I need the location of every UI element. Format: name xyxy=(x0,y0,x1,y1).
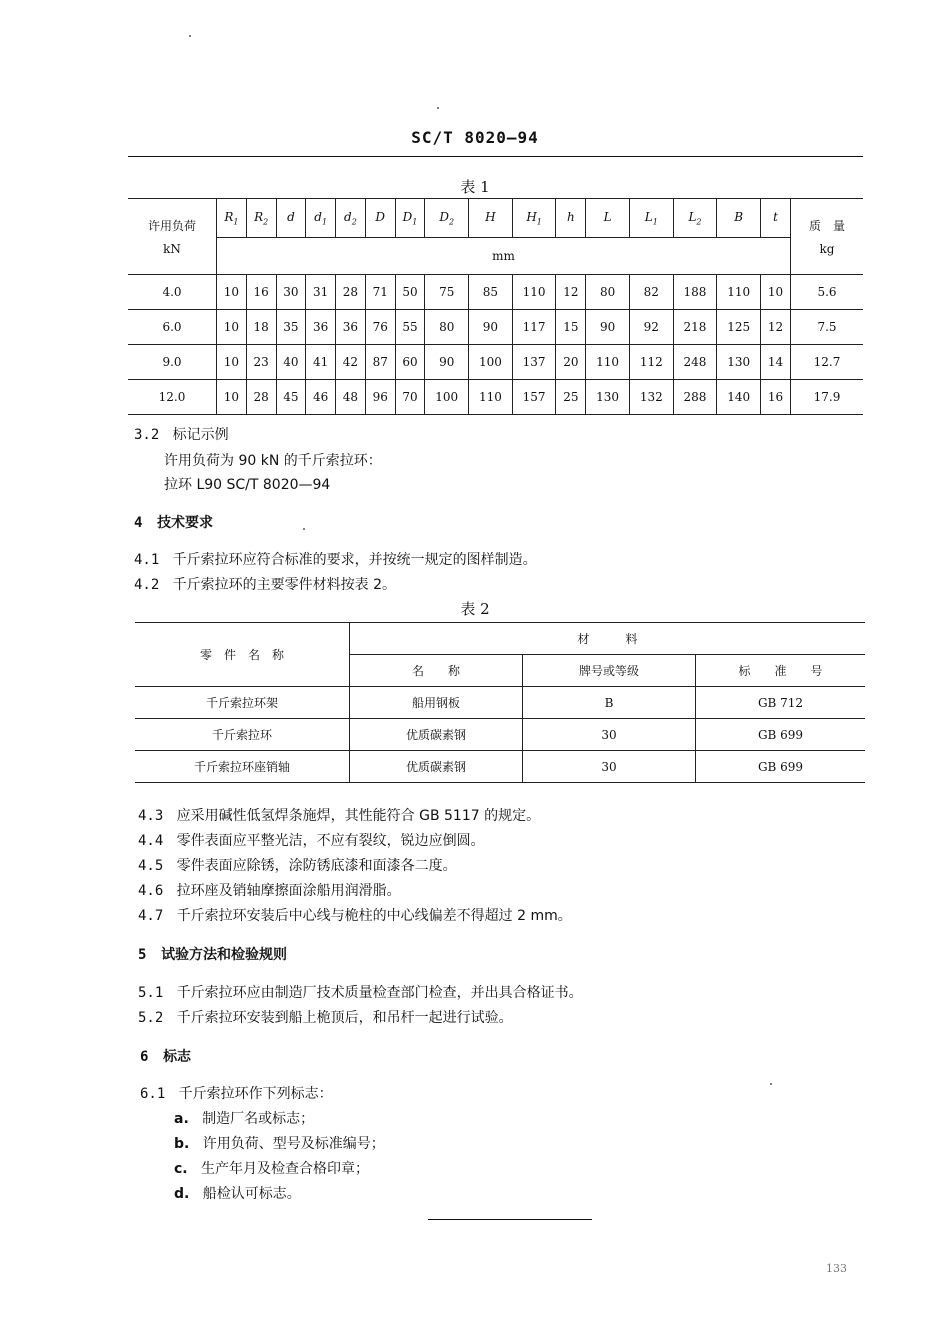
part-name: 千斤索拉环架 xyxy=(135,687,350,719)
material-grade: 30 xyxy=(523,719,696,751)
symbol-base: L xyxy=(644,209,653,224)
symbol-subscript: 1 xyxy=(652,217,658,227)
material-table xyxy=(135,622,865,783)
clause-4-5 xyxy=(138,855,457,875)
symbol-base: h xyxy=(566,209,575,224)
symbol-subscript: 1 xyxy=(536,217,542,227)
dimension-value: 31 xyxy=(306,275,336,310)
standard-code-header: SC/T 8020—94 xyxy=(411,128,539,147)
dimension-value: 117 xyxy=(512,310,556,345)
symbol-subscript: 2 xyxy=(351,217,357,227)
table-row xyxy=(128,275,863,310)
dimension-symbol xyxy=(425,199,469,238)
dimension-table-body xyxy=(128,199,863,415)
dimension-value: 188 xyxy=(673,275,717,310)
material-grade: B xyxy=(523,687,696,719)
dimension-value: 110 xyxy=(586,345,630,380)
clause-text: 千斤索拉环应由制造厂技术质量检查部门检查，并出具合格证书。 xyxy=(176,985,583,1001)
clause-number: 5.2 xyxy=(138,1010,164,1026)
clause-number: 5.1 xyxy=(138,985,164,1001)
load-unit: kN xyxy=(163,242,181,256)
list-item xyxy=(174,1133,385,1153)
dimension-value: 30 xyxy=(276,275,306,310)
list-label: a. xyxy=(174,1111,189,1127)
clause-4-1 xyxy=(134,549,537,569)
dimension-value: 12 xyxy=(761,310,791,345)
dimension-value: 90 xyxy=(586,310,630,345)
clause-text: 千斤索拉环作下列标志： xyxy=(178,1086,333,1102)
dimension-value: 132 xyxy=(629,380,673,415)
material-standard: GB 699 xyxy=(696,751,866,783)
load-value: 12.0 xyxy=(128,380,217,415)
header-rule xyxy=(128,156,863,157)
dimension-value: 46 xyxy=(306,380,336,415)
dimension-symbol xyxy=(395,199,425,238)
dimension-symbol xyxy=(217,199,247,238)
clause-5-2 xyxy=(138,1007,513,1027)
dimension-value: 55 xyxy=(395,310,425,345)
scan-speck xyxy=(437,107,439,109)
dimension-value: 16 xyxy=(761,380,791,415)
load-header: 许用负荷 xyxy=(147,219,196,233)
dimension-value: 45 xyxy=(276,380,306,415)
material-grade-header: 牌号或等级 xyxy=(523,655,696,687)
dimension-symbol xyxy=(673,199,717,238)
clause-text: 千斤索拉环的主要零件材料按表 2。 xyxy=(172,577,397,593)
clause-text: 应采用碱性低氢焊条施焊，其性能符合 GB 5117 的规定。 xyxy=(176,808,541,824)
dimension-value: 70 xyxy=(395,380,425,415)
dimension-value: 100 xyxy=(425,380,469,415)
dimension-symbol xyxy=(365,199,395,238)
symbol-base: H xyxy=(526,209,537,224)
dimension-value: 10 xyxy=(761,275,791,310)
symbol-base: d xyxy=(344,209,352,224)
section-4-heading xyxy=(134,512,213,532)
mass-header-cell xyxy=(791,199,864,275)
dimension-value: 23 xyxy=(246,345,276,380)
dimension-symbol xyxy=(246,199,276,238)
symbol-subscript: 2 xyxy=(448,217,455,227)
material-standard: GB 712 xyxy=(696,687,866,719)
dimension-value: 36 xyxy=(336,310,366,345)
section-number: 3.2 xyxy=(134,427,160,443)
table-row xyxy=(128,345,863,380)
dimension-symbol xyxy=(761,199,791,238)
section-title: 试验方法和检验规则 xyxy=(161,947,288,963)
dimension-value: 35 xyxy=(276,310,306,345)
dimension-symbol xyxy=(469,199,513,238)
symbol-subscript: 2 xyxy=(696,217,702,227)
section-6-heading xyxy=(140,1046,191,1066)
dimension-value: 112 xyxy=(629,345,673,380)
section-number: 5 xyxy=(138,947,147,963)
section-5-heading xyxy=(138,944,287,964)
dimension-value: 130 xyxy=(717,345,761,380)
dimension-value: 16 xyxy=(246,275,276,310)
dimension-value: 92 xyxy=(629,310,673,345)
table-header-row xyxy=(128,199,863,238)
dimension-value: 248 xyxy=(673,345,717,380)
part-name: 千斤索拉环 xyxy=(135,719,350,751)
symbol-base: D xyxy=(439,209,449,224)
section-number: 6 xyxy=(140,1049,149,1065)
table1-caption: 表 1 xyxy=(460,178,490,196)
list-label: d. xyxy=(174,1186,190,1202)
dimension-value: 20 xyxy=(556,345,586,380)
marking-example-line1: 许用负荷为 90 kN 的千斤索拉环： xyxy=(164,453,382,469)
dimension-value: 157 xyxy=(512,380,556,415)
section-number: 4 xyxy=(134,515,143,531)
clause-number: 4.3 xyxy=(138,808,164,824)
mass-value: 5.6 xyxy=(791,275,864,310)
dimension-symbol xyxy=(586,199,630,238)
end-rule xyxy=(428,1219,592,1220)
dimension-unit: mm xyxy=(217,238,791,275)
list-text: 许用负荷、型号及标准编号； xyxy=(202,1136,385,1152)
dimension-value: 110 xyxy=(512,275,556,310)
dimension-value: 14 xyxy=(761,345,791,380)
list-item xyxy=(174,1183,301,1203)
unit-row xyxy=(128,238,863,275)
load-value: 9.0 xyxy=(128,345,217,380)
clause-number: 4.2 xyxy=(134,577,160,593)
dimension-value: 12 xyxy=(556,275,586,310)
clause-4-4 xyxy=(138,830,485,850)
symbol-base: H xyxy=(485,209,496,224)
table2-caption: 表 2 xyxy=(460,600,490,618)
symbol-subscript: 1 xyxy=(321,217,328,227)
dimension-value: 48 xyxy=(336,380,366,415)
table-row xyxy=(128,310,863,345)
load-header-cell xyxy=(128,199,217,275)
clause-text: 零件表面应平整光洁，不应有裂纹，锐边应倒圆。 xyxy=(176,833,485,849)
dimension-value: 42 xyxy=(336,345,366,380)
symbol-base: L xyxy=(603,209,612,224)
clause-4-7 xyxy=(138,905,572,925)
mass-value: 7.5 xyxy=(791,310,864,345)
marking-example-line2: 拉环 L90 SC/T 8020—94 xyxy=(164,477,331,493)
dimension-value: 40 xyxy=(276,345,306,380)
dimension-value: 10 xyxy=(217,380,247,415)
dimension-value: 28 xyxy=(246,380,276,415)
dimension-value: 82 xyxy=(629,275,673,310)
material-name-header: 名 称 xyxy=(350,655,523,687)
dimension-value: 96 xyxy=(365,380,395,415)
symbol-base: R xyxy=(224,209,234,224)
material-standard: GB 699 xyxy=(696,719,866,751)
list-label: b. xyxy=(174,1136,190,1152)
dimension-symbol xyxy=(276,199,306,238)
clause-text: 千斤索拉环安装到船上桅顶后，和吊杆一起进行试验。 xyxy=(176,1010,513,1026)
clause-number: 4.4 xyxy=(138,833,164,849)
clause-text: 零件表面应除锈，涂防锈底漆和面漆各二度。 xyxy=(176,858,457,874)
dimension-value: 15 xyxy=(556,310,586,345)
dimension-table xyxy=(128,198,863,415)
dimension-value: 90 xyxy=(469,310,513,345)
load-value: 6.0 xyxy=(128,310,217,345)
clause-number: 4.6 xyxy=(138,883,164,899)
clause-number: 4.5 xyxy=(138,858,164,874)
clause-text: 拉环座及销轴摩擦面涂船用润滑脂。 xyxy=(176,883,401,899)
section-title: 标记示例 xyxy=(172,427,229,443)
symbol-subscript: 2 xyxy=(263,217,269,227)
dimension-value: 28 xyxy=(336,275,366,310)
clause-number: 6.1 xyxy=(140,1086,166,1102)
clause-4-6 xyxy=(138,880,401,900)
dimension-symbol xyxy=(306,199,336,238)
dimension-value: 80 xyxy=(586,275,630,310)
mass-value: 17.9 xyxy=(791,380,864,415)
dimension-value: 130 xyxy=(586,380,630,415)
material-name: 船用钢板 xyxy=(350,687,523,719)
dimension-value: 71 xyxy=(365,275,395,310)
symbol-base: D xyxy=(402,209,413,224)
symbol-base: d xyxy=(287,209,295,224)
dimension-value: 41 xyxy=(306,345,336,380)
list-label: c. xyxy=(174,1161,188,1177)
symbol-base: B xyxy=(734,209,744,224)
material-header: 材 料 xyxy=(350,623,866,655)
dimension-value: 76 xyxy=(365,310,395,345)
list-text: 制造厂名或标志； xyxy=(202,1111,315,1127)
dimension-value: 18 xyxy=(246,310,276,345)
dimension-value: 50 xyxy=(395,275,425,310)
clause-number: 4.1 xyxy=(134,552,160,568)
dimension-value: 110 xyxy=(717,275,761,310)
part-name: 千斤索拉环座销轴 xyxy=(135,751,350,783)
table-row xyxy=(135,751,865,783)
symbol-base: t xyxy=(773,209,778,224)
list-item xyxy=(174,1108,314,1128)
symbol-base: L xyxy=(688,209,697,224)
dimension-value: 140 xyxy=(717,380,761,415)
clause-text: 千斤索拉环安装后中心线与桅柱的中心线偏差不得超过 2 mm。 xyxy=(176,908,572,924)
symbol-subscript: 1 xyxy=(233,217,239,227)
material-name: 优质碳素钢 xyxy=(350,751,523,783)
clause-6-1 xyxy=(140,1083,333,1103)
dimension-value: 60 xyxy=(395,345,425,380)
clause-5-1 xyxy=(138,982,583,1002)
material-name: 优质碳素钢 xyxy=(350,719,523,751)
scan-speck xyxy=(189,35,191,37)
dimension-value: 80 xyxy=(425,310,469,345)
material-standard-header: 标 准 号 xyxy=(696,655,866,687)
dimension-value: 10 xyxy=(217,275,247,310)
dimension-value: 90 xyxy=(425,345,469,380)
table-row xyxy=(128,380,863,415)
page-number: 133 xyxy=(826,1262,847,1275)
dimension-value: 75 xyxy=(425,275,469,310)
dimension-symbol xyxy=(512,199,556,238)
dimension-value: 36 xyxy=(306,310,336,345)
scan-speck xyxy=(303,528,305,530)
clause-number: 4.7 xyxy=(138,908,164,924)
load-value: 4.0 xyxy=(128,275,217,310)
clause-4-3 xyxy=(138,805,540,825)
mass-value: 12.7 xyxy=(791,345,864,380)
symbol-base: D xyxy=(375,209,386,224)
dimension-value: 125 xyxy=(717,310,761,345)
clause-text: 千斤索拉环应符合标准的要求，并按统一规定的图样制造。 xyxy=(172,552,537,568)
list-item xyxy=(174,1158,369,1178)
symbol-base: d xyxy=(314,209,322,224)
symbol-subscript: 1 xyxy=(412,217,418,227)
clause-4-2 xyxy=(134,574,396,594)
dimension-value: 100 xyxy=(469,345,513,380)
dimension-value: 85 xyxy=(469,275,513,310)
mass-header: 质 量 xyxy=(808,219,845,233)
dimension-value: 288 xyxy=(673,380,717,415)
table-row xyxy=(135,719,865,751)
scan-speck xyxy=(770,1083,772,1085)
material-grade: 30 xyxy=(523,751,696,783)
symbol-base: R xyxy=(254,209,264,224)
dimension-symbol xyxy=(336,199,366,238)
dimension-value: 25 xyxy=(556,380,586,415)
dimension-value: 137 xyxy=(512,345,556,380)
dimension-symbol xyxy=(556,199,586,238)
dimension-symbol xyxy=(717,199,761,238)
list-text: 生产年月及检查合格印章； xyxy=(200,1161,369,1177)
section-3-2-heading xyxy=(134,424,229,444)
part-name-header: 零 件 名 称 xyxy=(135,623,350,687)
dimension-value: 10 xyxy=(217,345,247,380)
section-title: 技术要求 xyxy=(157,515,214,531)
table-row xyxy=(135,687,865,719)
section-title: 标志 xyxy=(163,1049,192,1065)
dimension-value: 87 xyxy=(365,345,395,380)
dimension-symbol xyxy=(629,199,673,238)
dimension-value: 110 xyxy=(469,380,513,415)
mass-unit: kg xyxy=(819,242,835,256)
list-text: 船检认可标志。 xyxy=(202,1186,301,1202)
dimension-value: 10 xyxy=(217,310,247,345)
dimension-value: 218 xyxy=(673,310,717,345)
